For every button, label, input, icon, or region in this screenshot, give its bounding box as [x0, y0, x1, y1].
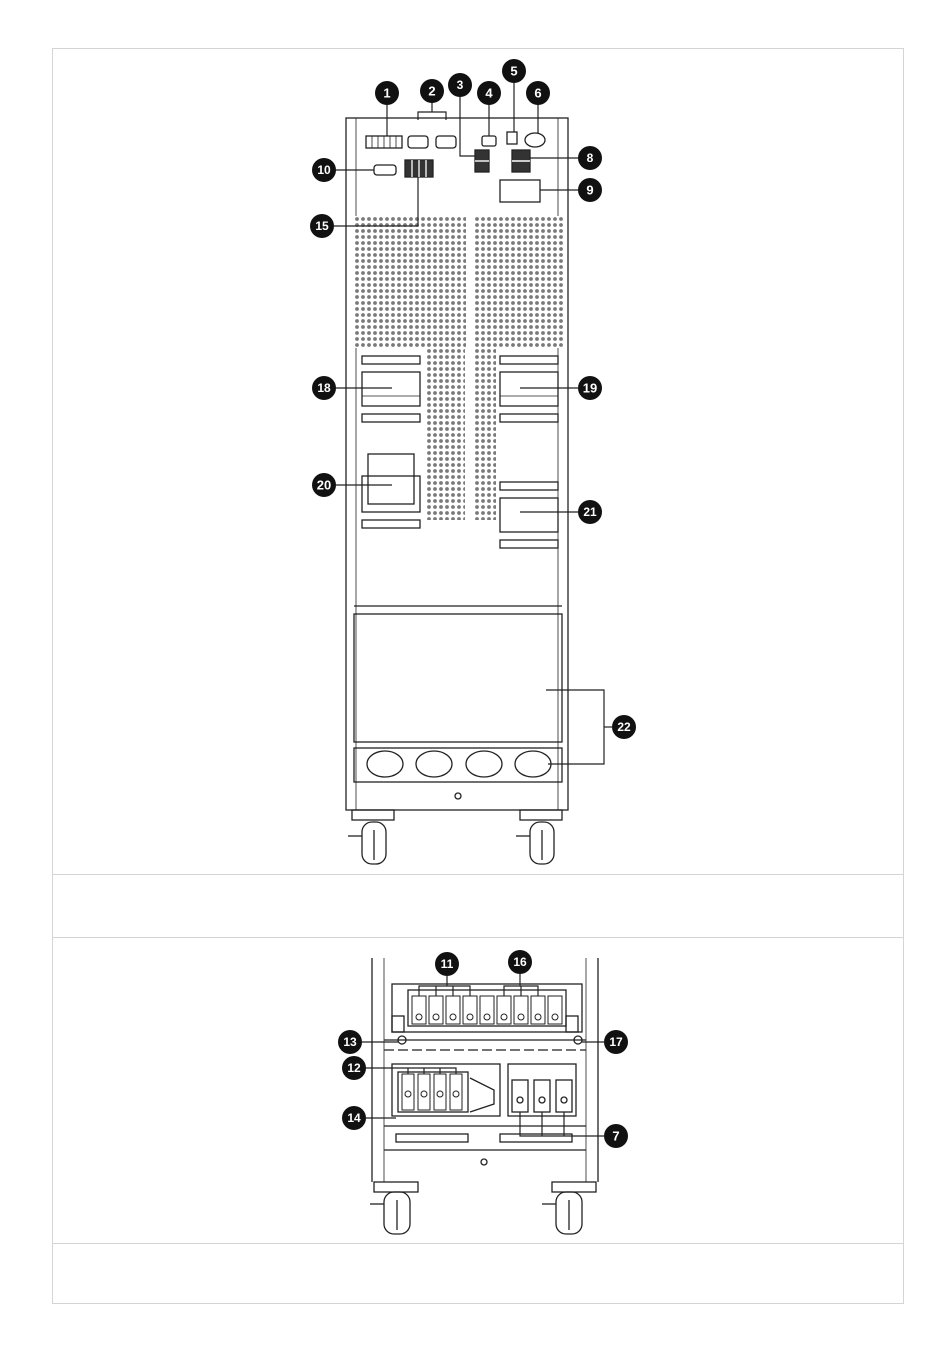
svg-text:11: 11	[440, 957, 454, 971]
callout-7	[604, 1124, 628, 1148]
svg-text:18: 18	[317, 381, 331, 395]
leader-lines-top	[334, 82, 612, 764]
svg-text:4: 4	[485, 85, 493, 101]
svg-text:19: 19	[582, 380, 598, 396]
svg-text:6: 6	[534, 85, 542, 101]
callout-14	[342, 1106, 366, 1130]
callout-15	[578, 500, 602, 524]
svg-text:17: 17	[609, 1035, 623, 1049]
svg-text:7: 7	[612, 1128, 620, 1144]
callout-4	[375, 81, 399, 105]
svg-text:20: 20	[316, 477, 332, 493]
callout-22	[312, 158, 336, 182]
callout-17	[604, 1030, 628, 1054]
svg-text:22: 22	[617, 720, 631, 734]
callout-3	[526, 81, 550, 105]
callout-1	[477, 81, 501, 105]
callout-13	[338, 1030, 362, 1054]
ups-terminal-view	[370, 958, 598, 1234]
callout-10	[612, 715, 636, 739]
svg-text:5: 5	[510, 63, 518, 79]
callout-6	[578, 178, 602, 202]
svg-text:13: 13	[343, 1035, 357, 1049]
callout-2	[502, 59, 526, 83]
svg-text:14: 14	[347, 1111, 361, 1125]
svg-text:21: 21	[583, 505, 597, 519]
svg-text:9: 9	[586, 182, 594, 198]
svg-text:8: 8	[586, 151, 594, 165]
callout-8	[578, 376, 602, 400]
callout-11	[435, 952, 459, 976]
callout-5	[420, 79, 444, 103]
svg-text:10: 10	[317, 163, 331, 177]
callout-21	[310, 214, 334, 238]
svg-text:16: 16	[513, 955, 527, 969]
callout-12	[342, 1056, 366, 1080]
svg-text:2: 2	[428, 83, 436, 99]
callout-9	[312, 473, 336, 497]
callout-19	[578, 146, 602, 170]
callout-20	[448, 73, 472, 97]
svg-text:3: 3	[456, 78, 464, 92]
svg-text:12: 12	[347, 1061, 361, 1075]
ups-rear-view	[346, 118, 568, 864]
callout-16	[508, 950, 532, 974]
callout-18	[312, 376, 336, 400]
svg-text:15: 15	[315, 219, 329, 233]
svg-text:1: 1	[383, 85, 391, 101]
